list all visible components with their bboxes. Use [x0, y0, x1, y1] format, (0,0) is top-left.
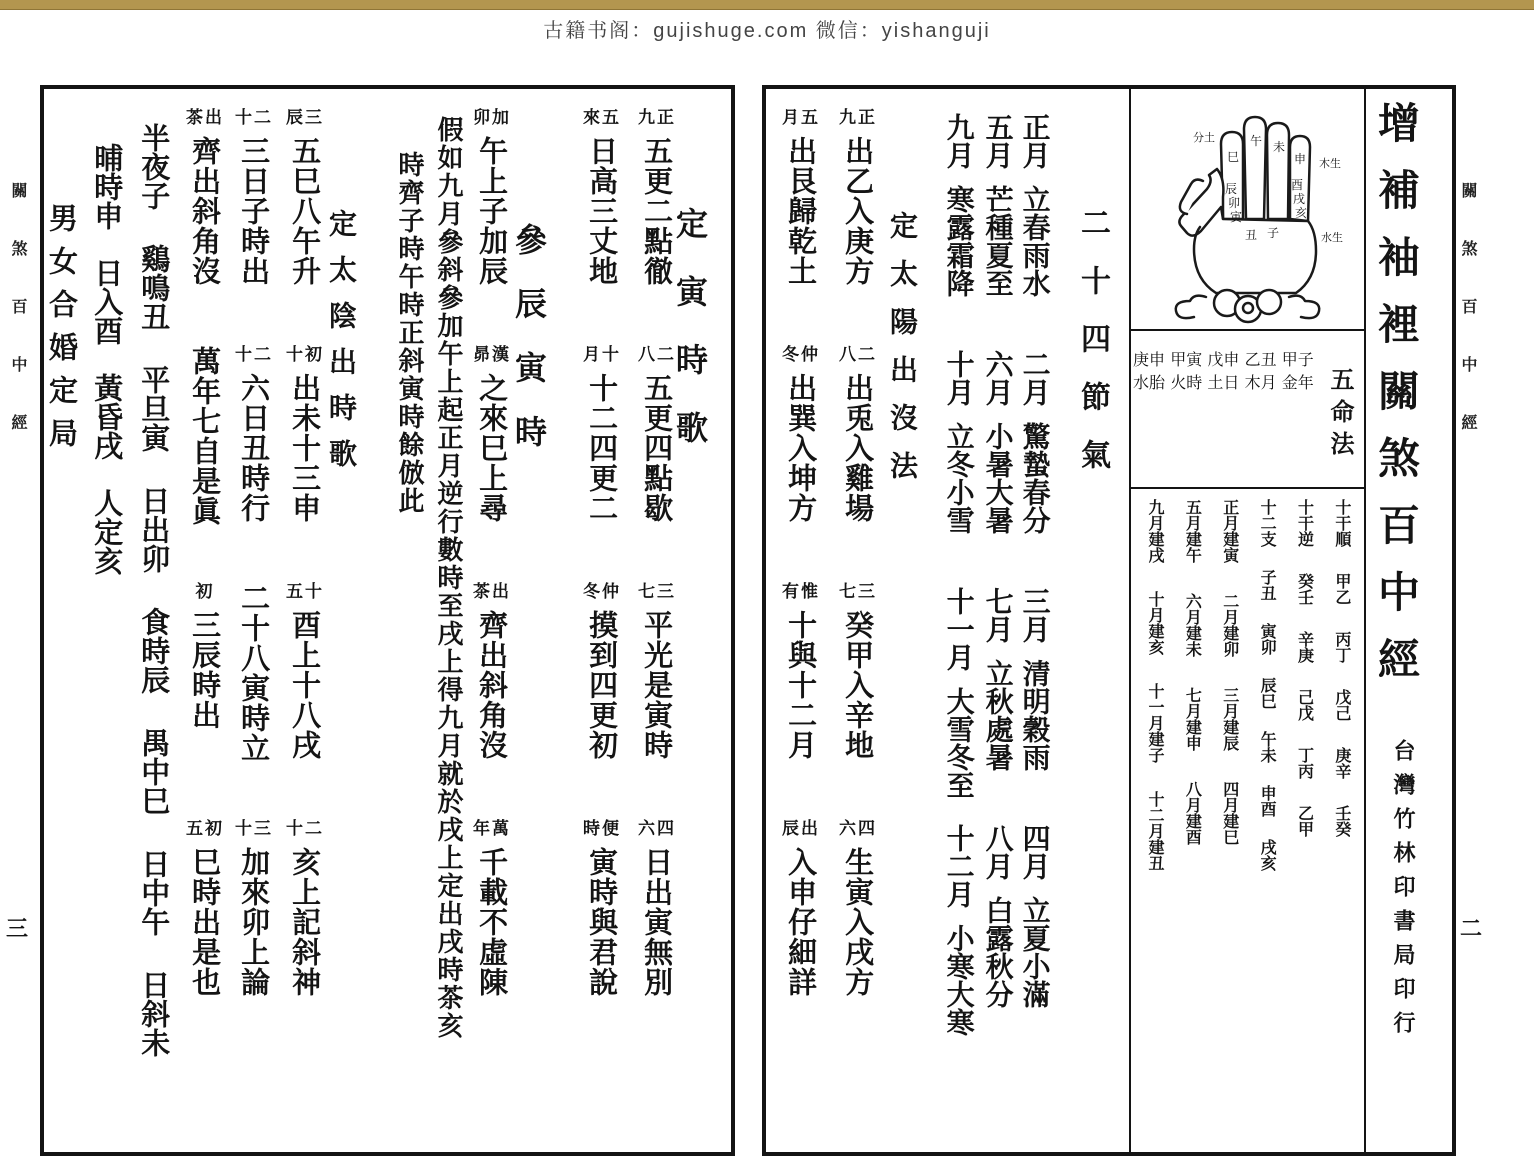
jieqi-column-1: 正月 立春雨水 二月 驚蟄春分 三月 清明穀雨 四月 立夏小滿	[1018, 113, 1050, 1008]
hand-label-shen: 申	[1294, 152, 1307, 166]
hand-label-mao: 卯	[1228, 196, 1241, 210]
hand-label-wei: 未	[1273, 140, 1286, 154]
hand-label-chen: 辰	[1225, 182, 1238, 196]
jianyue-col-m9-12: 九月建戌 十月建亥 十一月建子 十二月建丑	[1145, 499, 1163, 871]
jianyue-columns	[1139, 499, 1356, 871]
section-header-taiyang: 定太陽出沒法	[886, 211, 917, 499]
jianyue-col-m5-8: 五月建午 六月建未 七月建申 八月建酉	[1183, 499, 1201, 845]
shenchen-note-1: 假如九月參斜參加午上起正月逆行數時至戌上得九月就於戌上定出戌時茶亥	[434, 116, 463, 1040]
hand-label-si: 巳	[1227, 150, 1240, 164]
hand-label-chou: 丑	[1245, 228, 1258, 242]
right-margin-running-title: 關煞百中經	[1459, 182, 1476, 472]
hand-note-fentu: 分土	[1193, 132, 1215, 144]
jieqi-column-3: 九月 寒露霜降 十月 立冬小雪 十一月 大雪冬至 十二月 小寒大寒	[942, 113, 974, 1036]
taiyin-column-3: 出 茶 齊出斜角沒 萬年七自是眞 初 三辰時出 初 五 巳時出是也	[186, 108, 222, 997]
top-gold-bar	[0, 0, 1534, 10]
taiyin-column-1: 三 辰 五巳八午升 初 十 出未十三申 十 五 酉上十八戌 二 十 亥上記斜神	[286, 108, 322, 997]
hand-label-xu: 戌	[1293, 192, 1306, 206]
palm-mnemonic-hand-diagram	[1131, 89, 1364, 329]
shenchen-column: 加 卯 午上子加辰 漢 昴 之來巳上尋 出 茶 齊出斜角沒 萬 年 千載不虛陳	[473, 108, 509, 997]
yinshige-column-1: 正 九 五更二點徹 二 八 五更四點歇 三 七 平光是寅時 四 六 日出寅無別	[638, 108, 674, 997]
jianyue-col-ganni: 十干逆 癸壬 辛庚 己戊 丁丙 乙甲	[1295, 499, 1313, 837]
title-column-rule	[1364, 89, 1366, 1152]
taiyang-column-1: 正 九 出乙入庚方 二 八 出兎入雞場 三 七 癸甲入辛地 四 六 生寅入戌方	[839, 108, 875, 997]
section-header-hunju: 男女合婚定局	[45, 203, 77, 461]
hand-label-you: 酉	[1291, 178, 1304, 192]
section-header-taiyin: 定太陰出時歌	[325, 209, 356, 485]
hand-label-zi: 子	[1267, 226, 1280, 240]
jieqi-column-2: 五月 芒種夏至 六月 小暑大暑 七月 立秋處暑 八月 白露秋分	[981, 113, 1013, 1008]
hand-label-wu: 午	[1250, 134, 1263, 148]
book-title: 增補袖裡關煞百中經	[1372, 101, 1418, 704]
hand-label-yin: 寅	[1230, 210, 1243, 224]
hand-note-shuisheng: 水生	[1321, 232, 1343, 244]
wuming-header: 五命法	[1326, 367, 1352, 463]
taiyin-column-2: 二 十 三日子時出 二 十 六日丑時行 二十八寅時立 三 十 加來卯上論	[235, 108, 271, 997]
hand-label-hai: 亥	[1295, 206, 1308, 220]
jianyue-col-ganshun: 十干順 甲乙 丙丁 戊己 庚辛 壬癸	[1332, 499, 1350, 837]
watermark-text: 古籍书阁：gujishuge.com 微信：yishanguji	[543, 20, 991, 42]
shenchen-note-2: 時齊子時午時正斜寅時餘倣此	[395, 151, 424, 515]
section-header-jieqi: 二十四節氣	[1076, 207, 1109, 497]
right-page-panel	[762, 85, 1456, 1156]
left-page-number: 三	[6, 916, 29, 941]
hand-note-musheng: 木生	[1319, 158, 1341, 170]
publisher-imprint: 台灣竹林印書局印行	[1391, 739, 1416, 1045]
wuming-box	[1131, 331, 1364, 489]
jianyue-box	[1131, 489, 1364, 1146]
hand-diagram-box	[1131, 89, 1364, 331]
section-header-shenchen: 參辰寅時	[511, 223, 547, 479]
right-page-number: 二	[1460, 916, 1483, 941]
yinshige-column-2: 五 來 日高三丈地 十 月 十二四更二 仲 冬 摸到四更初 便 時 寅時與君說	[583, 108, 619, 997]
taiyang-column-2: 五 月 出艮歸乾土 仲 冬 出巽入坤方 惟 有 十與十二月 出 辰 入申仔細詳	[782, 108, 818, 997]
section-header-yinshige: 定寅時歌	[672, 207, 708, 479]
left-margin-running-title: 關煞百中經	[9, 182, 26, 472]
twelve-hours-column-a: 半夜子 鷄鳴丑 平旦寅 日出卯 食時辰 禺中巳 日中午 日斜未	[137, 123, 170, 1057]
jianyue-col-m1-4: 正月建寅 二月建卯 三月建辰 四月建巳	[1220, 499, 1238, 845]
wuming-columns: 甲子金年 乙丑木月 戊申土日 甲寅火時 庚申水胎	[1132, 352, 1314, 392]
twelve-hours-column-b: 晡時申 日入酉 黃昏戌 人定亥	[90, 143, 123, 575]
jianyue-col-dizhi: 十二支 子丑 寅卯 辰巳 午未 申酉 戌亥	[1258, 499, 1276, 871]
left-page-panel	[40, 85, 735, 1156]
